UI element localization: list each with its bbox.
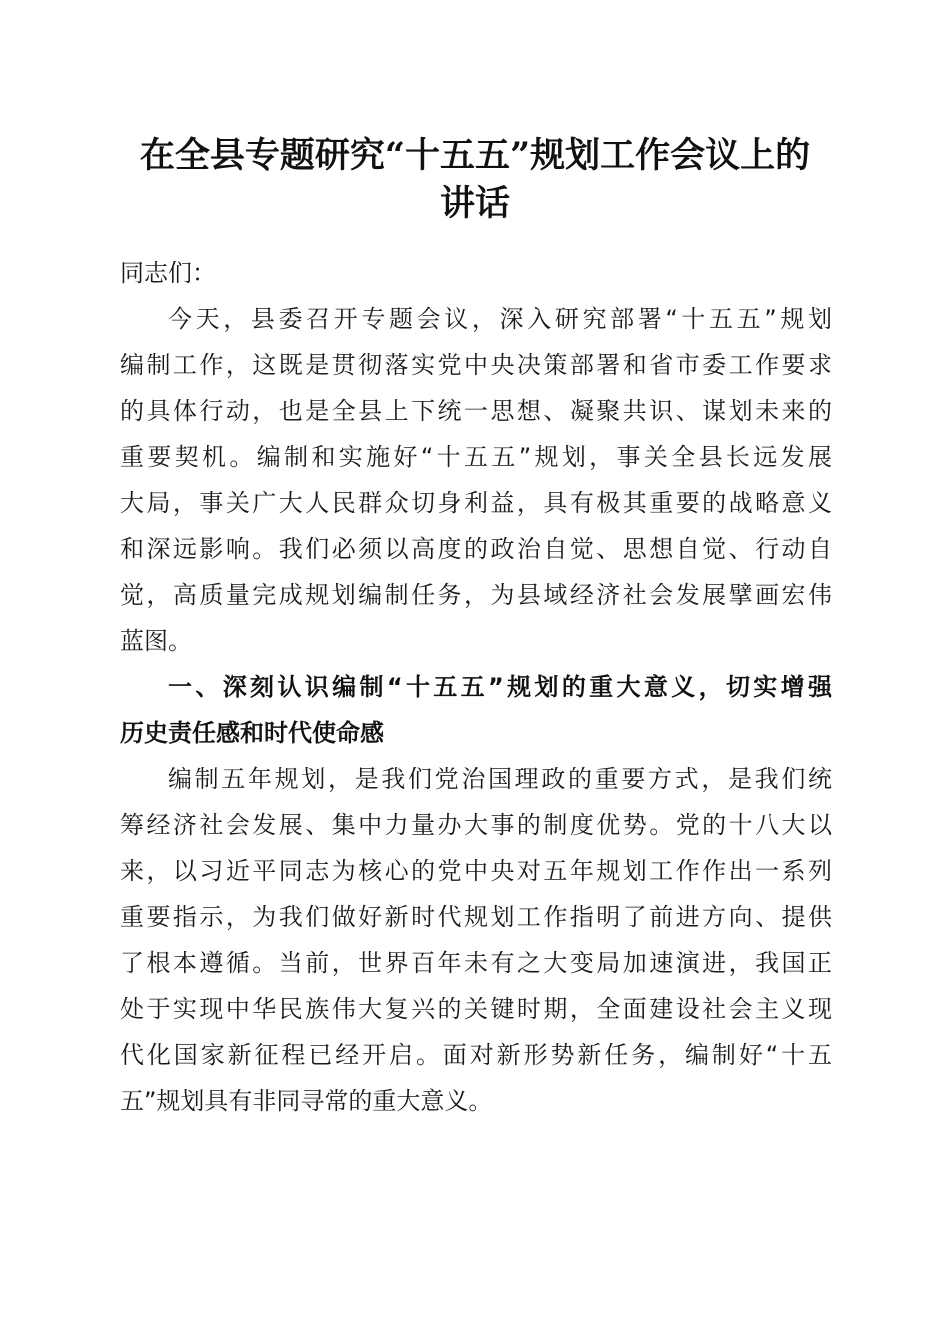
paragraph-line: 大局，事关广大人民群众切身利益，具有极其重要的战略意义 [120, 489, 832, 517]
title-line: 讲话 [439, 183, 510, 224]
heading-line: 一、深刻认识编制“十五五”规划的重大意义，切实增强 [168, 673, 832, 701]
paragraph-line: 重要契机。编制和实施好“十五五”规划，事关全县长远发展 [120, 443, 832, 471]
paragraph-line: 处于实现中华民族伟大复兴的关键时期，全面建设社会主义现 [120, 995, 832, 1023]
paragraph-line: 代化国家新征程已经开启。面对新形势新任务，编制好“十五 [120, 1041, 832, 1069]
section-heading [120, 664, 832, 756]
paragraph-line: 筹经济社会发展、集中力量办大事的制度优势。党的十八大以 [120, 811, 832, 839]
paragraph-line: 来，以习近平同志为核心的党中央对五年规划工作作出一系列 [120, 857, 832, 885]
heading-line: 历史责任感和时代使命感 [120, 719, 384, 747]
paragraph-line: 蓝图。 [120, 627, 192, 655]
title-line: 在全县专题研究“十五五”规划工作会议上的 [139, 135, 811, 176]
intro-paragraph [120, 296, 832, 664]
paragraph-line: 觉，高质量完成规划编制任务，为县域经济社会发展擘画宏伟 [120, 581, 832, 609]
paragraph-line: 了根本遵循。当前，世界百年未有之大变局加速演进，我国正 [120, 949, 832, 977]
paragraph-line: 今天，县委召开专题会议，深入研究部署“十五五”规划 [168, 305, 832, 333]
paragraph-line: 编制五年规划，是我们党治国理政的重要方式，是我们统 [168, 765, 832, 793]
section-paragraph [120, 756, 832, 1124]
document-body [120, 250, 832, 1124]
paragraph-line: 重要指示，为我们做好新时代规划工作指明了前进方向、提供 [120, 903, 832, 931]
paragraph-line: 五”规划具有非同寻常的重大意义。 [120, 1087, 493, 1115]
paragraph-line: 的具体行动，也是全县上下统一思想、凝聚共识、谋划未来的 [120, 397, 832, 425]
document-title [110, 132, 840, 228]
salutation: 同志们： [120, 259, 216, 287]
paragraph-line: 编制工作，这既是贯彻落实党中央决策部署和省市委工作要求 [120, 351, 832, 379]
paragraph-line: 和深远影响。我们必须以高度的政治自觉、思想自觉、行动自 [120, 535, 832, 563]
